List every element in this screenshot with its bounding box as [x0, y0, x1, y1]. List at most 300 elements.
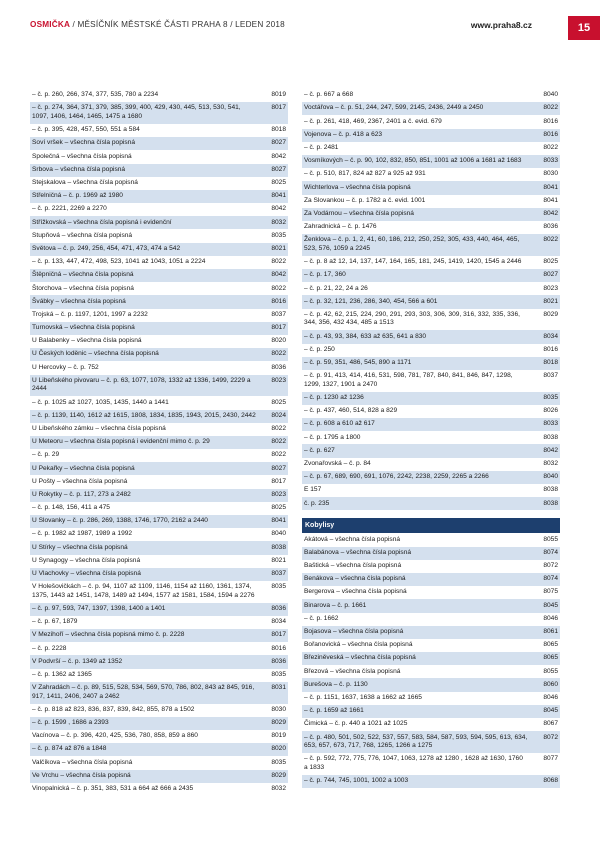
table-row	[302, 256, 560, 269]
street-range: Voctářova – č. p. 51, 244, 247, 599, 2145, 2436, 2449 a 2450	[304, 104, 484, 112]
street-range: – č. p. 29	[32, 451, 60, 459]
table-row	[302, 626, 560, 639]
code-value: 8020	[271, 337, 286, 345]
table-row	[302, 497, 560, 510]
street-range: – č. p. 91, 413, 414, 416, 531, 598, 781, 787, 840, 841, 846, 847, 1298, 1299, 1327, 1901 a 2470	[304, 372, 513, 388]
code-value: 8026	[543, 407, 558, 415]
code-value: 8045	[543, 707, 558, 715]
street-range: – č. p. 437, 460, 514, 828 a 829	[304, 407, 398, 415]
street-range: Vosmíkových – č. p. 90, 102, 832, 850, 851, 1001 až 1006 a 1681 až 1683	[304, 157, 522, 165]
table-row	[30, 730, 288, 743]
street-range: Březová – všechna čísla popisná	[304, 667, 401, 675]
street-range: Vinopalnická – č. p. 351, 383, 531 a 664 až 666 a 2435	[32, 785, 194, 793]
street-range: – č. p. 8 až 12, 14, 137, 147, 164, 165, 181, 245, 1419, 1420, 1545 a 2446	[304, 258, 522, 266]
table-row	[30, 704, 288, 717]
table-row	[30, 462, 288, 475]
table-row	[302, 639, 560, 652]
street-range: Akátová – všechna čísla popisná	[304, 535, 401, 543]
table-row	[30, 177, 288, 190]
table-row	[302, 115, 560, 128]
table-row	[302, 234, 560, 256]
table-row	[30, 150, 288, 163]
street-range: – č. p. 510, 817, 824 až 827 a 925 až 931	[304, 170, 426, 178]
table-row	[30, 137, 288, 150]
code-value: 8041	[271, 517, 286, 525]
table-row	[302, 392, 560, 405]
code-value: 8032	[543, 459, 558, 467]
table-row	[302, 405, 560, 418]
table-row	[30, 423, 288, 436]
table-row	[30, 309, 288, 322]
table-row	[30, 449, 288, 462]
code-value: 8024	[271, 411, 286, 419]
table-row	[30, 669, 288, 682]
street-range: U Balabenky – všechna čísla popisná	[32, 337, 142, 345]
code-value: 8042	[271, 152, 286, 160]
table-row	[30, 295, 288, 308]
table-row	[302, 599, 560, 612]
street-range: U Libeňského zámku – všechna čísla popisná	[32, 424, 166, 432]
code-value: 8022	[543, 104, 558, 112]
street-range: – č. p. 1025 až 1027, 1035, 1435, 1440 a 1441	[32, 398, 169, 406]
code-value: 8040	[543, 473, 558, 481]
street-range: Ženklova – č. p. 1, 2, 41, 60, 186, 212, 250, 252, 305, 433, 440, 464, 465, 523, 576, 1059 a 2245	[304, 236, 520, 252]
code-value: 8065	[543, 654, 558, 662]
page-header	[30, 16, 600, 36]
street-range: Baštická – všechna čísla popisná	[304, 562, 402, 570]
table-row	[302, 586, 560, 599]
street-range: V Holešovičkách – č. p. 94, 1107 až 1109, 1146, 1154 až 1160, 1361, 1374, 1375, 1443 až 1451, 1478, 1489 až 1494, 1577 až 1581, 1584, 1594 a 2276	[32, 583, 255, 599]
code-value: 8042	[271, 271, 286, 279]
code-value: 8061	[543, 628, 558, 636]
table-row	[30, 410, 288, 423]
code-value: 8038	[271, 543, 286, 551]
code-value: 8033	[543, 420, 558, 428]
code-value: 8042	[543, 446, 558, 454]
table-row	[30, 102, 288, 124]
table-row	[30, 269, 288, 282]
code-value: 8025	[543, 258, 558, 266]
code-value: 8034	[543, 332, 558, 340]
code-value: 8046	[543, 614, 558, 622]
code-value: 8027	[271, 139, 286, 147]
table-row	[30, 541, 288, 554]
street-range: Švábky – všechna čísla popisná	[32, 297, 126, 305]
street-range: E 157	[304, 486, 322, 494]
street-range: Burešova – č. p. 1130	[304, 680, 368, 688]
table-row	[30, 743, 288, 756]
street-range: – č. p. 2481	[304, 144, 339, 152]
code-value: 8037	[543, 372, 558, 380]
street-range: Bořanovická – všechna čísla popisná	[304, 641, 413, 649]
street-range: – č. p. 250	[304, 345, 335, 353]
table-row	[30, 256, 288, 269]
table-row	[302, 444, 560, 457]
code-value: 8027	[543, 271, 558, 279]
table-row	[302, 718, 560, 731]
table-row	[30, 502, 288, 515]
table-row	[302, 330, 560, 343]
street-range: – č. p. 67, 689, 690, 691, 1076, 2242, 2238, 2259, 2265 a 2266	[304, 473, 489, 481]
code-value: 8035	[271, 758, 286, 766]
code-value: 8022	[543, 236, 558, 244]
code-value: 8035	[543, 394, 558, 402]
street-range: – č. p. 32, 121, 236, 286, 340, 454, 566 a 601	[304, 297, 438, 305]
table-row	[30, 203, 288, 216]
code-value: 8033	[543, 157, 558, 165]
brand-name: OSMIČKA	[30, 20, 71, 29]
street-range: – č. p. 97, 593, 747, 1397, 1398, 1400 a 1401	[32, 605, 166, 613]
street-range: U Libeňského pivovaru – č. p. 63, 1077, 1078, 1332 až 1336, 1499, 2229 a 2444	[32, 376, 251, 393]
street-range: – č. p. 395, 428, 457, 550, 551 a 584	[32, 126, 140, 134]
code-value: 8023	[543, 284, 558, 292]
table-row	[302, 547, 560, 560]
street-range: U Pošty – všechna čísla popisná	[32, 477, 128, 485]
table-row	[30, 489, 288, 502]
section-heading-kobylisy: Kobylisy	[302, 518, 560, 533]
table-row	[302, 705, 560, 718]
table-row	[30, 568, 288, 581]
table-row	[30, 229, 288, 242]
code-value: 8022	[271, 451, 286, 459]
street-range: Zvonařovská – č. p. 84	[304, 459, 371, 467]
table-row	[302, 168, 560, 181]
code-value: 8032	[271, 218, 286, 226]
table-row	[30, 396, 288, 409]
table-row	[302, 775, 560, 788]
table-row	[30, 616, 288, 629]
street-range: Trojská – č. p. 1197, 1201, 1997 a 2232	[32, 310, 148, 318]
street-range: – č. p. 2228	[32, 644, 67, 652]
street-range: U Stírky – všechna čísla popisná	[32, 543, 128, 551]
code-value: 8017	[271, 104, 286, 112]
code-value: 8040	[543, 91, 558, 99]
table-row	[30, 783, 288, 796]
table-row	[30, 756, 288, 769]
code-value: 8055	[543, 535, 558, 543]
table-row	[302, 102, 560, 115]
street-range: Březiněveská – všechna čísla popisná	[304, 654, 416, 662]
table-row	[30, 555, 288, 568]
street-range: Štěpničná – všechna čísla popisná	[32, 271, 134, 279]
code-value: 8065	[543, 641, 558, 649]
code-value: 8042	[271, 205, 286, 213]
street-range: – č. p. 67, 1879	[32, 618, 78, 626]
table-row	[30, 528, 288, 541]
table-row	[30, 190, 288, 203]
table-row	[302, 309, 560, 331]
street-range: – č. p. 818 až 823, 836, 837, 839, 842, 855, 878 a 1502	[32, 705, 195, 713]
street-range: Zahradnická – č. p. 1476	[304, 223, 377, 231]
street-range: č. p. 235	[304, 499, 330, 507]
street-range: Štorchova – všechna čísla popisná	[32, 284, 134, 292]
code-value: 8046	[543, 693, 558, 701]
street-range: – č. p. 608 a 610 až 617	[304, 420, 375, 428]
table-row	[302, 731, 560, 753]
code-value: 8018	[543, 359, 558, 367]
street-range: Střelničná – č. p. 1969 až 1980	[32, 192, 123, 200]
table-row	[302, 533, 560, 546]
table-row	[302, 431, 560, 444]
code-value: 8022	[543, 144, 558, 152]
code-value: 8074	[543, 575, 558, 583]
table-row	[30, 89, 288, 102]
table-row	[302, 221, 560, 234]
code-value: 8067	[543, 720, 558, 728]
table-row	[30, 515, 288, 528]
street-range: Za Vodárnou – všechna čísla popisná	[304, 209, 414, 217]
street-range: Střížkovská – všechna čísla popisná i evidenční	[32, 218, 172, 226]
table-row	[302, 678, 560, 691]
code-value: 8035	[271, 670, 286, 678]
code-value: 8029	[271, 771, 286, 779]
code-value: 8022	[271, 284, 286, 292]
kobylisy-rows	[302, 533, 560, 788]
code-value: 8016	[543, 117, 558, 125]
code-value: 8019	[271, 91, 286, 99]
table-row	[302, 573, 560, 586]
code-value: 8017	[271, 631, 286, 639]
page-number: 15	[568, 16, 600, 40]
street-range: Srbova – všechna čísla popisná	[32, 165, 126, 173]
street-range: U Rokytky – č. p. 117, 273 a 2482	[32, 490, 131, 498]
street-range: Světova – č. p. 249, 256, 454, 471, 473, 474 a 542	[32, 244, 181, 252]
street-range: Ve Vrchu – všechna čísla popisná	[32, 771, 131, 779]
code-value: 8022	[271, 424, 286, 432]
code-value: 8025	[271, 179, 286, 187]
table-row	[302, 692, 560, 705]
street-range: Společná – všechna čísla popisná	[32, 152, 132, 160]
street-range: – č. p. 874 až 876 a 1848	[32, 745, 107, 753]
table-row	[302, 282, 560, 295]
right-column	[302, 89, 560, 788]
street-range: – č. p. 480, 501, 502, 522, 537, 557, 583, 584, 587, 593, 594, 595, 613, 634, 653, 657, 673, 717, 768, 1265, 1266 a 1275	[304, 733, 528, 750]
code-value: 8022	[271, 350, 286, 358]
code-value: 8036	[271, 657, 286, 665]
table-row	[302, 181, 560, 194]
street-range: Binarova – č. p. 1661	[304, 601, 367, 609]
code-value: 8017	[271, 324, 286, 332]
table-row	[302, 484, 560, 497]
street-range: Turnovská – všechna čísla popisná	[32, 324, 135, 332]
street-range: V Mezihoří – všechna čísla popisná mimo č. p. 2228	[32, 631, 185, 639]
left-column	[30, 89, 288, 796]
street-range: Čimická – č. p. 440 a 1021 až 1025	[304, 720, 408, 728]
street-range: Stupňová – všechna čísla popisná	[32, 231, 133, 239]
street-range: U Pekařky – všechna čísla popisná	[32, 464, 135, 472]
code-value: 8031	[271, 684, 286, 692]
street-range: – č. p. 1982 až 1987, 1989 a 1992	[32, 530, 133, 538]
code-value: 8021	[543, 297, 558, 305]
street-range: V Zahradách – č. p. 89, 515, 528, 534, 569, 570, 786, 802, 843 až 845, 916, 917, 1411, 2406, 2407 a 2462	[32, 684, 255, 700]
street-range: V Podvrší – č. p. 1349 až 1352	[32, 657, 123, 665]
code-value: 8023	[271, 376, 286, 384]
street-range: – č. p. 274, 364, 371, 379, 385, 399, 400, 429, 430, 445, 513, 530, 541, 1097, 1406, 1464, 1465, 1475 a 1680	[32, 104, 241, 121]
street-range: Balabánova – všechna čísla popisná	[304, 548, 412, 556]
code-value: 8016	[271, 297, 286, 305]
street-range: – č. p. 1795 a 1800	[304, 433, 361, 441]
code-value: 8022	[271, 438, 286, 446]
table-row	[302, 613, 560, 626]
table-row	[30, 655, 288, 668]
code-value: 8075	[543, 588, 558, 596]
street-range: Bojasova – všechna čísla popisná	[304, 628, 404, 636]
street-range: – č. p. 744, 745, 1001, 1002 a 1003	[304, 777, 409, 785]
table-row	[30, 629, 288, 642]
street-range: U Synagogy – všechna čísla popisná	[32, 556, 141, 564]
code-value: 8029	[271, 719, 286, 727]
code-value: 8036	[271, 363, 286, 371]
table-row	[30, 282, 288, 295]
street-range: U Českých loděnic – všechna čísla popisná	[32, 350, 159, 358]
table-row	[30, 770, 288, 783]
code-value: 8077	[543, 755, 558, 763]
table-row	[302, 370, 560, 392]
street-range: Za Slovankou – č. p. 1782 a č. evid. 1001	[304, 196, 426, 204]
code-value: 8018	[271, 126, 286, 134]
table-row	[30, 642, 288, 655]
table-row	[302, 418, 560, 431]
street-range: – č. p. 1662	[304, 614, 339, 622]
table-row	[302, 195, 560, 208]
street-range: – č. p. 43, 93, 384, 633 až 635, 641 a 830	[304, 332, 427, 340]
table-row	[302, 458, 560, 471]
table-row	[30, 361, 288, 374]
street-range: – č. p. 627	[304, 446, 335, 454]
table-row	[302, 295, 560, 308]
code-value: 8019	[271, 732, 286, 740]
code-value: 8029	[543, 310, 558, 318]
code-value: 8016	[543, 130, 558, 138]
street-range: Stejskalova – všechna čísla popisná	[32, 179, 138, 187]
code-value: 8025	[271, 398, 286, 406]
street-range: – č. p. 1230 až 1236	[304, 394, 364, 402]
code-value: 8074	[543, 548, 558, 556]
street-range: – č. p. 133, 447, 472, 498, 523, 1041 až 1043, 1051 a 2224	[32, 258, 206, 266]
table-row	[30, 581, 288, 603]
street-range: U Slovanky – č. p. 286, 269, 1388, 1746, 1770, 2162 a 2440	[32, 517, 208, 525]
table-row	[30, 335, 288, 348]
street-range: – č. p. 21, 22, 24 a 26	[304, 284, 368, 292]
code-value: 8041	[271, 192, 286, 200]
code-value: 8041	[543, 196, 558, 204]
table-row	[302, 357, 560, 370]
street-range: – č. p. 1139, 1140, 1612 až 1615, 1808, 1834, 1835, 1943, 2015, 2430, 2442	[32, 411, 256, 419]
street-range: – č. p. 667 a 668	[304, 91, 354, 99]
street-range: Vojenova – č. p. 418 a 623	[304, 130, 383, 138]
code-value: 8021	[271, 244, 286, 252]
table-row	[30, 475, 288, 488]
code-value: 8016	[543, 345, 558, 353]
code-value: 8017	[271, 477, 286, 485]
table-row	[30, 164, 288, 177]
code-value: 8036	[271, 605, 286, 613]
code-value: 8060	[543, 680, 558, 688]
code-value: 8025	[271, 504, 286, 512]
table-row	[30, 124, 288, 137]
table-row	[30, 348, 288, 361]
table-row	[302, 665, 560, 678]
street-range: – č. p. 2221, 2269 a 2270	[32, 205, 107, 213]
code-value: 8036	[543, 223, 558, 231]
code-value: 8023	[271, 490, 286, 498]
table-row	[302, 652, 560, 665]
street-range: – č. p. 59, 351, 486, 545, 890 a 1171	[304, 359, 412, 367]
table-row	[302, 471, 560, 484]
table-row	[302, 89, 560, 102]
code-value: 8072	[543, 562, 558, 570]
table-row	[30, 216, 288, 229]
code-value: 8038	[543, 433, 558, 441]
street-range: Soví vršek – všechna čísla popisná	[32, 139, 135, 147]
table-row	[302, 155, 560, 168]
street-range: – č. p. 260, 266, 374, 377, 535, 780 a 2234	[32, 91, 159, 99]
street-range: – č. p. 261, 418, 469, 2367, 2401 a č. evid. 679	[304, 117, 442, 125]
table-row	[30, 322, 288, 335]
code-value: 8020	[271, 745, 286, 753]
code-value: 8037	[271, 310, 286, 318]
code-value: 8038	[543, 486, 558, 494]
code-value: 8030	[271, 705, 286, 713]
code-value: 8040	[271, 530, 286, 538]
table-row	[302, 208, 560, 221]
street-range: Valčíkova – všechna čísla popisná	[32, 758, 133, 766]
street-range: Wichterlova – všechna čísla popisná	[304, 183, 411, 191]
table-row	[30, 243, 288, 256]
street-range: – č. p. 1151, 1637, 1638 a 1662 až 1665	[304, 693, 422, 701]
street-range: Bergerova – všechna čísla popisná	[304, 588, 407, 596]
table-row	[302, 753, 560, 775]
masthead-subtitle: / MĚSÍČNÍK MĚSTSKÉ ČÁSTI PRAHA 8 / LEDEN 2018	[70, 20, 285, 29]
code-value: 8027	[271, 165, 286, 173]
code-value: 8068	[543, 777, 558, 785]
street-range: U Vlachovky – všechna čísla popisná	[32, 570, 141, 578]
code-value: 8042	[543, 209, 558, 217]
table-row	[302, 142, 560, 155]
code-value: 8037	[271, 570, 286, 578]
street-range: – č. p. 592, 772, 775, 776, 1047, 1063, 1278 až 1280 , 1628 až 1630, 1760 a 1833	[304, 755, 523, 771]
code-value: 8034	[271, 618, 286, 626]
right-column-rows	[302, 89, 560, 510]
street-range: – č. p. 148, 156, 411 a 475	[32, 504, 110, 512]
table-row	[30, 603, 288, 616]
masthead	[30, 20, 285, 29]
code-value: 8041	[543, 183, 558, 191]
code-value: 8038	[543, 499, 558, 507]
code-value: 8032	[271, 785, 286, 793]
code-value: 8016	[271, 644, 286, 652]
code-value: 8027	[271, 464, 286, 472]
table-row	[302, 129, 560, 142]
street-range: – č. p. 42, 62, 215, 224, 290, 291, 293, 303, 306, 309, 316, 332, 335, 336, 344, 356, 432 434, 485 a 1513	[304, 310, 520, 327]
code-value: 8022	[271, 258, 286, 266]
street-range: U Hercovky – č. p. 752	[32, 363, 99, 371]
street-range: – č. p. 1659 až 1661	[304, 707, 364, 715]
code-value: 8045	[543, 601, 558, 609]
table-row	[30, 682, 288, 704]
code-value: 8035	[271, 231, 286, 239]
table-row	[302, 560, 560, 573]
table-row	[302, 344, 560, 357]
table-row	[302, 269, 560, 282]
street-range: Vacínova – č. p. 396, 420, 425, 536, 780, 858, 859 a 860	[32, 732, 198, 740]
street-range: – č. p. 1599 , 1686 a 2393	[32, 719, 109, 727]
table-row	[30, 375, 288, 397]
code-value: 8035	[271, 583, 286, 591]
website-url[interactable]: www.praha8.cz	[470, 20, 532, 30]
code-value: 8055	[543, 667, 558, 675]
code-value: 8072	[543, 733, 558, 741]
